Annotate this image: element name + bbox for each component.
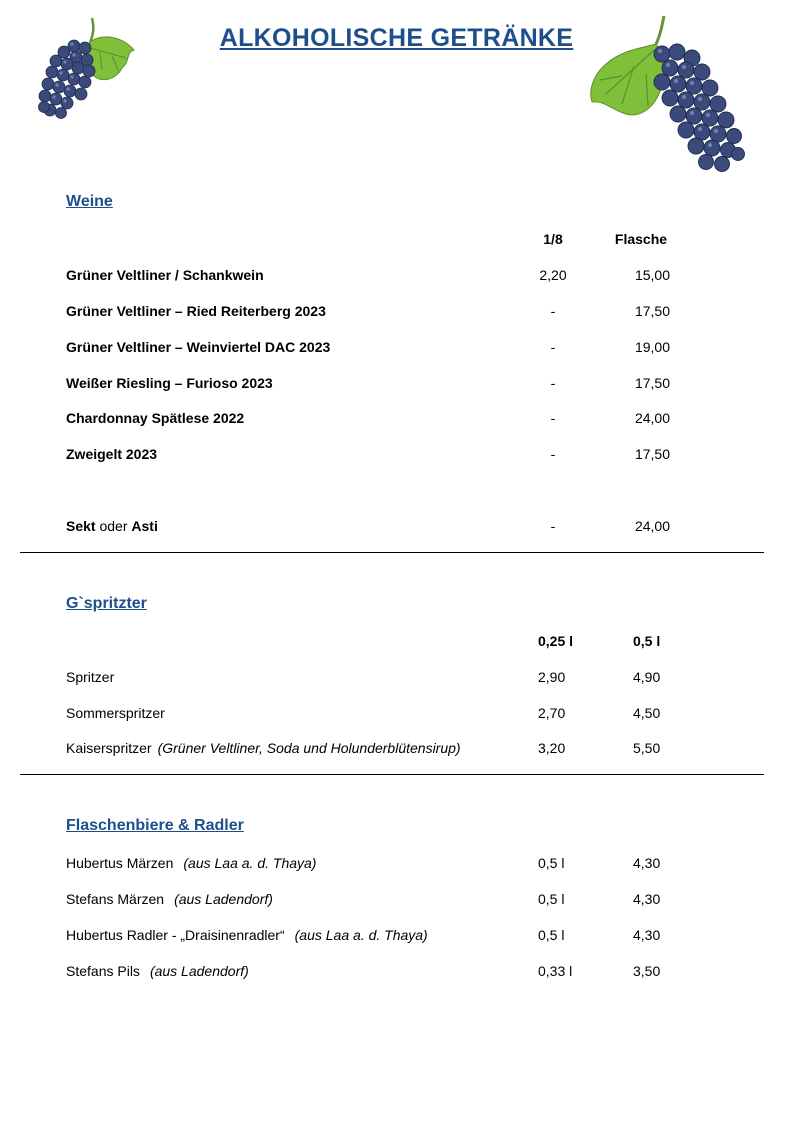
wine-item xyxy=(0,339,793,359)
beer-item xyxy=(0,855,793,875)
column-header-large: 0,5 l xyxy=(633,633,661,649)
beer-volume: 0,5 l xyxy=(538,927,565,943)
price-glass: - xyxy=(550,339,556,355)
price-glass: - xyxy=(550,518,556,534)
section-title-weine: Weine xyxy=(66,193,113,210)
price-glass: 2,20 xyxy=(539,267,567,283)
wine-name: Grüner Veltliner / Schankwein xyxy=(66,267,264,283)
section-divider xyxy=(20,774,764,775)
sekt-item xyxy=(0,518,793,538)
wine-item xyxy=(0,267,793,287)
sekt-label: Sekt xyxy=(66,518,96,534)
beer-item xyxy=(0,927,793,947)
beer-name-text: Stefans Pils xyxy=(66,963,140,979)
sekt-name xyxy=(66,518,158,534)
price-bottle: 17,50 xyxy=(634,375,670,391)
asti-label: Asti xyxy=(131,518,158,534)
price-glass: - xyxy=(550,410,556,426)
grapes-right-icon xyxy=(582,14,752,182)
beer-name-text: Hubertus Märzen xyxy=(66,855,174,871)
page-title: ALKOHOLISCHE GETRÄNKE xyxy=(219,24,574,52)
grapes-left-icon xyxy=(30,14,142,124)
beer-name xyxy=(66,963,249,979)
spritzer-name-text: Kaiserspritzer xyxy=(66,740,152,756)
column-header-small: 0,25 l xyxy=(538,633,574,649)
beer-volume: 0,33 l xyxy=(538,963,573,979)
beer-origin: (aus Laa a. d. Thaya) xyxy=(183,855,317,871)
sekt-connector: oder xyxy=(95,518,132,534)
price-bottle: 17,50 xyxy=(634,303,670,319)
spritzer-name: Spritzer xyxy=(66,669,115,685)
spritzer-item xyxy=(0,740,793,760)
wine-name: Weißer Riesling – Furioso 2023 xyxy=(66,375,273,391)
price-bottle: 24,00 xyxy=(634,410,670,426)
wine-name: Zweigelt 2023 xyxy=(66,446,158,462)
beer-volume: 0,5 l xyxy=(538,855,565,871)
beer-name-text: Stefans Märzen xyxy=(66,891,165,907)
wine-name: Grüner Veltliner – Weinviertel DAC 2023 xyxy=(66,339,331,355)
beer-price: 4,30 xyxy=(633,855,661,871)
wine-name: Grüner Veltliner – Ried Reiterberg 2023 xyxy=(66,303,326,319)
beer-volume: 0,5 l xyxy=(538,891,565,907)
wine-item xyxy=(0,410,793,430)
price-large: 4,90 xyxy=(633,669,661,685)
spritzer-column-headers xyxy=(0,633,793,653)
price-glass: - xyxy=(550,375,556,391)
beer-price: 3,50 xyxy=(633,963,661,979)
price-small: 2,90 xyxy=(538,669,566,685)
price-small: 2,70 xyxy=(538,705,566,721)
spritzer-name: Sommerspritzer xyxy=(66,705,165,721)
beer-origin: (aus Laa a. d. Thaya) xyxy=(294,927,428,943)
wine-column-headers xyxy=(0,231,793,251)
wine-item xyxy=(0,375,793,395)
beer-origin: (aus Ladendorf) xyxy=(149,963,249,979)
price-large: 4,50 xyxy=(633,705,661,721)
column-header-bottle: Flasche xyxy=(614,231,668,247)
section-divider xyxy=(20,552,764,553)
spritzer-note: (Grüner Veltliner, Soda und Holunderblütensirup) xyxy=(157,740,461,756)
price-glass: - xyxy=(550,303,556,319)
wine-item xyxy=(0,446,793,466)
price-bottle: 17,50 xyxy=(634,446,670,462)
wine-name: Chardonnay Spätlese 2022 xyxy=(66,410,245,426)
beer-name-text: Hubertus Radler - „Draisinenradler“ xyxy=(66,927,285,943)
price-bottle: 24,00 xyxy=(634,518,670,534)
column-header-glass: 1/8 xyxy=(543,231,563,247)
beer-item xyxy=(0,963,793,983)
section-title-biere: Flaschenbiere & Radler xyxy=(66,817,244,834)
spritzer-item xyxy=(0,705,793,725)
price-bottle: 19,00 xyxy=(634,339,670,355)
wine-item xyxy=(0,303,793,323)
price-small: 3,20 xyxy=(538,740,566,756)
price-large: 5,50 xyxy=(633,740,661,756)
price-bottle: 15,00 xyxy=(634,267,670,283)
spritzer-name xyxy=(66,740,461,756)
section-title-spritzer: G`spritzter xyxy=(66,595,147,612)
beer-price: 4,30 xyxy=(633,927,661,943)
spritzer-item xyxy=(0,669,793,689)
beer-item xyxy=(0,891,793,911)
beer-price: 4,30 xyxy=(633,891,661,907)
price-glass: - xyxy=(550,446,556,462)
beer-name xyxy=(66,855,316,871)
beer-name xyxy=(66,891,273,907)
beer-name xyxy=(66,927,428,943)
beer-origin: (aus Ladendorf) xyxy=(174,891,273,907)
